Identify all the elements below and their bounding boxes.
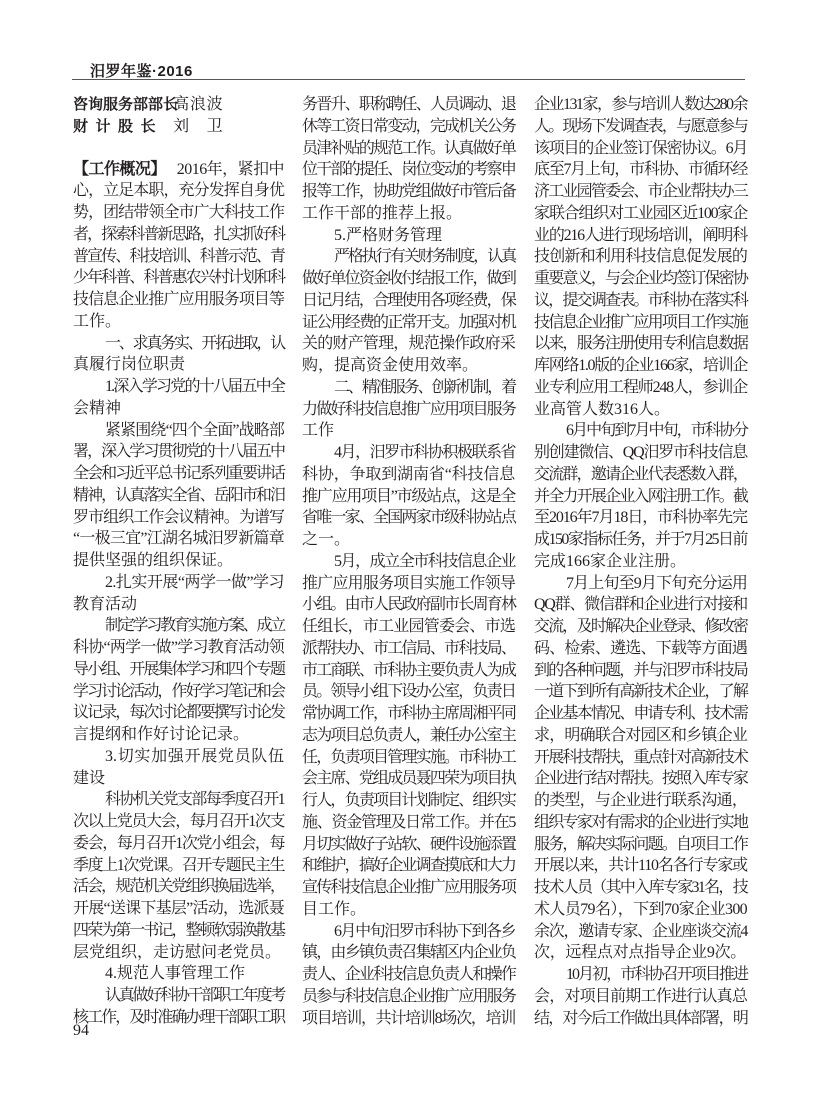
header-rule	[72, 79, 745, 80]
text-line: 购，提高资金使用效率。	[302, 357, 479, 374]
paragraph	[73, 572, 284, 616]
text-line: 1.深入学习党的十八届五中全	[105, 378, 284, 395]
text-line: 服务，解决实际问题。自项目工作	[534, 835, 747, 853]
text-line: 7月上旬至9月下旬充分运用	[566, 574, 747, 592]
text-line: 导小组、开展集体学习和四个专题	[73, 660, 284, 678]
text-line: 休等工资日常变动，完成机关公务	[302, 117, 515, 135]
staff-role: 咨询服务部部长	[73, 96, 179, 113]
text-line: 员津补贴的规范工作。认真做好单	[302, 139, 515, 157]
text-line: 的类型，与企业进行联系沟通，	[534, 792, 747, 809]
text-line: 目工作。	[302, 900, 367, 918]
text-line	[73, 159, 284, 181]
text-line: 力做好科技信息推广应用项目服务	[302, 400, 515, 418]
text-line: 志为项目总负责人，兼任办公室主	[302, 726, 515, 744]
text-line: 技信息企业推广应用项目工作实施	[534, 313, 747, 331]
text-line: 言提纲和作好讨论记录。	[73, 726, 250, 743]
paragraph	[534, 964, 747, 1029]
text-line: 务晋升、职称聘任、人员调动、退	[302, 96, 515, 113]
text-line: 议，提交调查表。市科协在落实科	[534, 291, 747, 309]
text-line: 责人、企业科技信息负责人和操作	[302, 966, 515, 983]
text-line: 工作。	[73, 312, 122, 330]
text-line: 关的财产管理，规范操作政府采	[302, 335, 515, 353]
text-line: 位干部的提任、岗位变动的考察申	[302, 161, 515, 179]
text-line: 余次，邀请专家、企业座谈交流4	[534, 922, 747, 940]
text-line: 之一。	[302, 531, 351, 548]
text-line: 证公用经费的正常开支。加强对机	[302, 313, 515, 331]
column-body	[302, 94, 515, 1029]
text-line: 别创建微信、QQ汨罗市科技信息	[534, 444, 747, 461]
text-line: 派帮扶办、市工信局、市科技局、	[302, 639, 515, 657]
text-line: QQ群、微信群和企业进行对接和	[534, 596, 747, 614]
text-line: 组织专家对有需求的企业进行实地	[534, 813, 747, 831]
section-label: 【工作概况】	[73, 160, 166, 178]
text-line: 重要意义，与会企业均签订保密协	[534, 270, 747, 287]
staff-row	[73, 116, 284, 138]
text-line: 员。领导小组下设办公室，负责日	[302, 683, 515, 701]
paragraph	[73, 963, 284, 985]
text-line: 一、求真务实、开拓进取，认	[105, 334, 284, 352]
text-line: 科协“两学一做”学习教育活动领	[73, 639, 284, 656]
text-line: 至2016年7月18日，市科协率先完	[534, 509, 747, 527]
text-line: 技术人员（其中入库专家31名，技	[534, 879, 747, 896]
paragraph	[534, 94, 747, 420]
staff-name: 刘卫	[173, 117, 223, 135]
text-line: 罗市组织工作会议精神。为谱写	[73, 508, 284, 526]
paragraph	[302, 921, 515, 1030]
text-line: 二、精准服务、创新机制，着	[334, 378, 515, 396]
text-line: 工作干部的推荐上报。	[302, 204, 463, 222]
paragraph	[302, 551, 515, 921]
text-line: 少年科普、科普惠农兴村计划和科	[73, 269, 284, 287]
paragraph	[302, 442, 515, 551]
paragraph	[73, 333, 284, 377]
text-line: 6月中旬到7月中旬，市科协分	[566, 422, 747, 440]
text-line: 完成166家企业注册。	[534, 552, 687, 570]
text-line: 交流，及时解决企业登录、修改密	[534, 618, 747, 635]
text-line: 济工业园管委会、市企业帮扶办三	[534, 183, 747, 200]
text-line: 紧紧围绕“四个全面”战略部	[105, 421, 284, 439]
column-body	[534, 94, 747, 1029]
text-line: 建设	[73, 769, 106, 787]
text-line: 6月中旬汨罗市科协下到各乡	[334, 922, 515, 940]
paragraph	[73, 789, 284, 963]
text-line: 严格执行有关财务制度，认真	[334, 248, 515, 266]
text-line: 术人员79名），下到70家企业300	[534, 900, 747, 918]
text-line: 精神，认真落实全省、岳阳市和汨	[73, 486, 284, 504]
text-line: 任组长，市工业园管委会、市选	[302, 618, 515, 635]
text-line: 和维护，搞好企业调查摸底和大力	[302, 857, 515, 875]
text-line: 10月初，市科协召开项目推进	[566, 966, 747, 983]
paragraph	[73, 159, 284, 333]
paragraph	[302, 246, 515, 377]
text-line: 人。现场下发调查表，与愿意参与	[534, 117, 747, 135]
text-line: 企业基本情况、申请专利、技术需	[534, 705, 747, 722]
paragraph	[302, 377, 515, 442]
text-line: “一极三宜”江湖名城汨罗新篇章	[73, 530, 284, 548]
text-line: 报等工作，协助党组做好市管后备	[302, 183, 515, 200]
text-line: 宣传科技信息企业推广应用服务项	[302, 879, 515, 896]
text-line: 推广应用服务项目实施工作领导	[302, 574, 515, 592]
text-line: 员参与科技信息企业推广应用服务	[302, 987, 515, 1005]
text-line: 普宣传、科技培训、科普示范、青	[73, 247, 284, 265]
running-header: 汨罗年鉴·2016	[90, 63, 193, 80]
text-line: 库网络1.0版的企业166家，培训企	[534, 357, 747, 374]
paragraph	[534, 420, 747, 572]
column-right	[534, 94, 747, 1029]
text-line: 心，立足本职，充分发挥自身优	[73, 182, 284, 200]
text-line: 科协机关党支部每季度召开1	[105, 791, 284, 809]
text-line: 企业进行结对帮扶。按照入库专家	[534, 770, 747, 788]
text-line: 推广应用项目”市级站点，这是全	[302, 487, 515, 505]
text-line: 日记月结，合理使用各项经费，保	[302, 291, 515, 309]
text-line: 技创新和利用科技信息促发展的	[534, 248, 747, 266]
text-line: 制定学习教育实施方案、成立	[105, 617, 284, 635]
text-line: 5.严格财务管理	[334, 226, 443, 244]
text-line: 会精神	[73, 399, 122, 417]
paragraph	[73, 615, 284, 746]
text-line: 5月，成立全市科技信息企业	[334, 552, 515, 570]
text-line: 署，深入学习贯彻党的十八届五中	[73, 443, 284, 461]
text-line: 科协，争取到湖南省“科技信息	[302, 465, 515, 483]
text-line: 技信息企业推广应用服务项目等	[73, 291, 284, 308]
text-line: 3.切实加强开展党员队伍	[105, 747, 284, 765]
text-line: 并全力开展企业入网注册工作。截	[534, 487, 747, 505]
text-run: 2016年，紧扣中	[176, 160, 284, 178]
text-line: 真履行岗位职责	[73, 356, 186, 374]
text-line: 月切实做好子站软、硬件设施添置	[302, 835, 515, 853]
text-line: 学习讨论活动，作好学习笔记和会	[73, 682, 284, 700]
text-line: 家联合组织对工业园区近100家企	[534, 204, 747, 222]
text-line: 成150家指标任务，并于7月25日前	[534, 531, 747, 548]
text-line: 业专利应用工程师248人，参训企	[534, 378, 747, 396]
text-line: 业高管人数316人。	[534, 400, 671, 418]
text-line: 活会，规范机关党组织换届选举，	[73, 878, 284, 896]
staff-name: 高浪波	[173, 96, 223, 113]
column-left	[73, 94, 284, 1029]
text-line: 教育活动	[73, 595, 138, 613]
text-line: 议记录，每次讨论都要撰写讨论发	[73, 704, 284, 722]
text-line: 底至7月上旬，市科协、市循环经	[534, 161, 747, 179]
text-line: 做好单位资金收付结报工作，做到	[302, 270, 515, 287]
text-line: 市工商联、市科协主要负责人为成	[302, 661, 515, 679]
text-line: 会，对项目前期工作进行认真总	[534, 987, 747, 1005]
text-line: 次以上党员大会，每月召开1次支	[73, 813, 284, 830]
paragraph	[73, 985, 284, 1029]
text-line: 镇，由乡镇负责召集辖区内企业负	[302, 944, 515, 962]
text-line: 4月，汨罗市科协积极联系省	[334, 444, 515, 461]
text-line: 核工作，及时准确办理干部职工职	[73, 1008, 284, 1026]
text-line: 季度上1次党课。召开专题民主生	[73, 856, 284, 874]
text-line: 提供坚强的组织保证。	[73, 552, 234, 569]
paragraph	[302, 94, 515, 225]
staff-role: 财计股长	[73, 117, 156, 135]
text-line: 企业131家，参与培训人数达280余	[534, 96, 747, 113]
text-line: 以来，服务注册使用专利信息数据	[534, 335, 747, 353]
spacer	[73, 138, 284, 159]
paragraph	[73, 746, 284, 790]
text-line: 4.规范人事管理工作	[105, 965, 246, 983]
paragraph	[534, 573, 747, 965]
text-line: 认真做好科协干部职工年度考	[105, 987, 284, 1004]
text-line: 开展“送课下基层”活动，选派聂	[73, 900, 284, 917]
text-line: 省唯一家、全国两家市级科协站点	[302, 509, 515, 527]
text-line: 会主席、党组成员聂四荣为项目执	[302, 770, 515, 788]
text-line: 交流群，邀请企业代表悉数入群，	[534, 465, 747, 483]
text-line: 工作	[302, 422, 335, 440]
text-line: 次，远程点对点指导企业9次。	[534, 944, 747, 962]
page-number: 94	[73, 1022, 89, 1039]
text-line: 结，对今后工作做出具体部署，明	[534, 1009, 747, 1027]
text-line: 求，明确联合对园区和乡镇企业	[534, 726, 747, 744]
staff-row	[73, 94, 284, 116]
text-line: 施、资金管理及日常工作。并在5	[302, 813, 515, 831]
paragraph	[73, 376, 284, 420]
text-line: 一道下到所有高新技术企业，了解	[534, 683, 747, 701]
text-line: 势，团结带领全市广大科技工作	[73, 204, 284, 221]
column-body	[73, 159, 284, 1029]
text-line: 小组。由市人民政府副市长周育林	[302, 596, 515, 614]
text-line: 开展科技帮扶，重点针对高新技术	[534, 748, 747, 766]
text-line: 开展以来，共计110名各行专家或	[534, 857, 747, 875]
text-line: 项目培训，共计培训8场次，培训	[302, 1009, 515, 1027]
text-line: 者，探索科普新思路，扎实抓好科	[73, 225, 284, 243]
text-line: 常协调工作，市科协主席周湘平同	[302, 705, 515, 722]
text-line: 该项目的企业签订保密协议。6月	[534, 139, 747, 157]
text-line: 行人，负责项目计划制定、组织实	[302, 792, 515, 809]
paragraph	[302, 225, 515, 247]
paragraph	[73, 420, 284, 572]
text-line: 层党组织，走访慰问老党员。	[73, 943, 282, 961]
text-line: 到的各种问题，并与汨罗市科技局	[534, 661, 747, 679]
text-line: 2.扎实开展“两学一做”学习	[105, 573, 284, 591]
text-line: 码、检索、遴选、下载等方面遇	[534, 639, 747, 657]
column-middle	[302, 94, 515, 1029]
text-line: 业的216人进行现场培训，阐明科	[534, 226, 747, 244]
text-line: 全会和习近平总书记系列重要讲话	[73, 465, 284, 482]
text-line: 四荣为第一书记，整顿软弱涣散基	[73, 921, 284, 939]
text-line: 委会，每月召开1次党小组会，每	[73, 834, 284, 852]
text-line: 任，负责项目管理实施。市科协工	[302, 748, 515, 766]
